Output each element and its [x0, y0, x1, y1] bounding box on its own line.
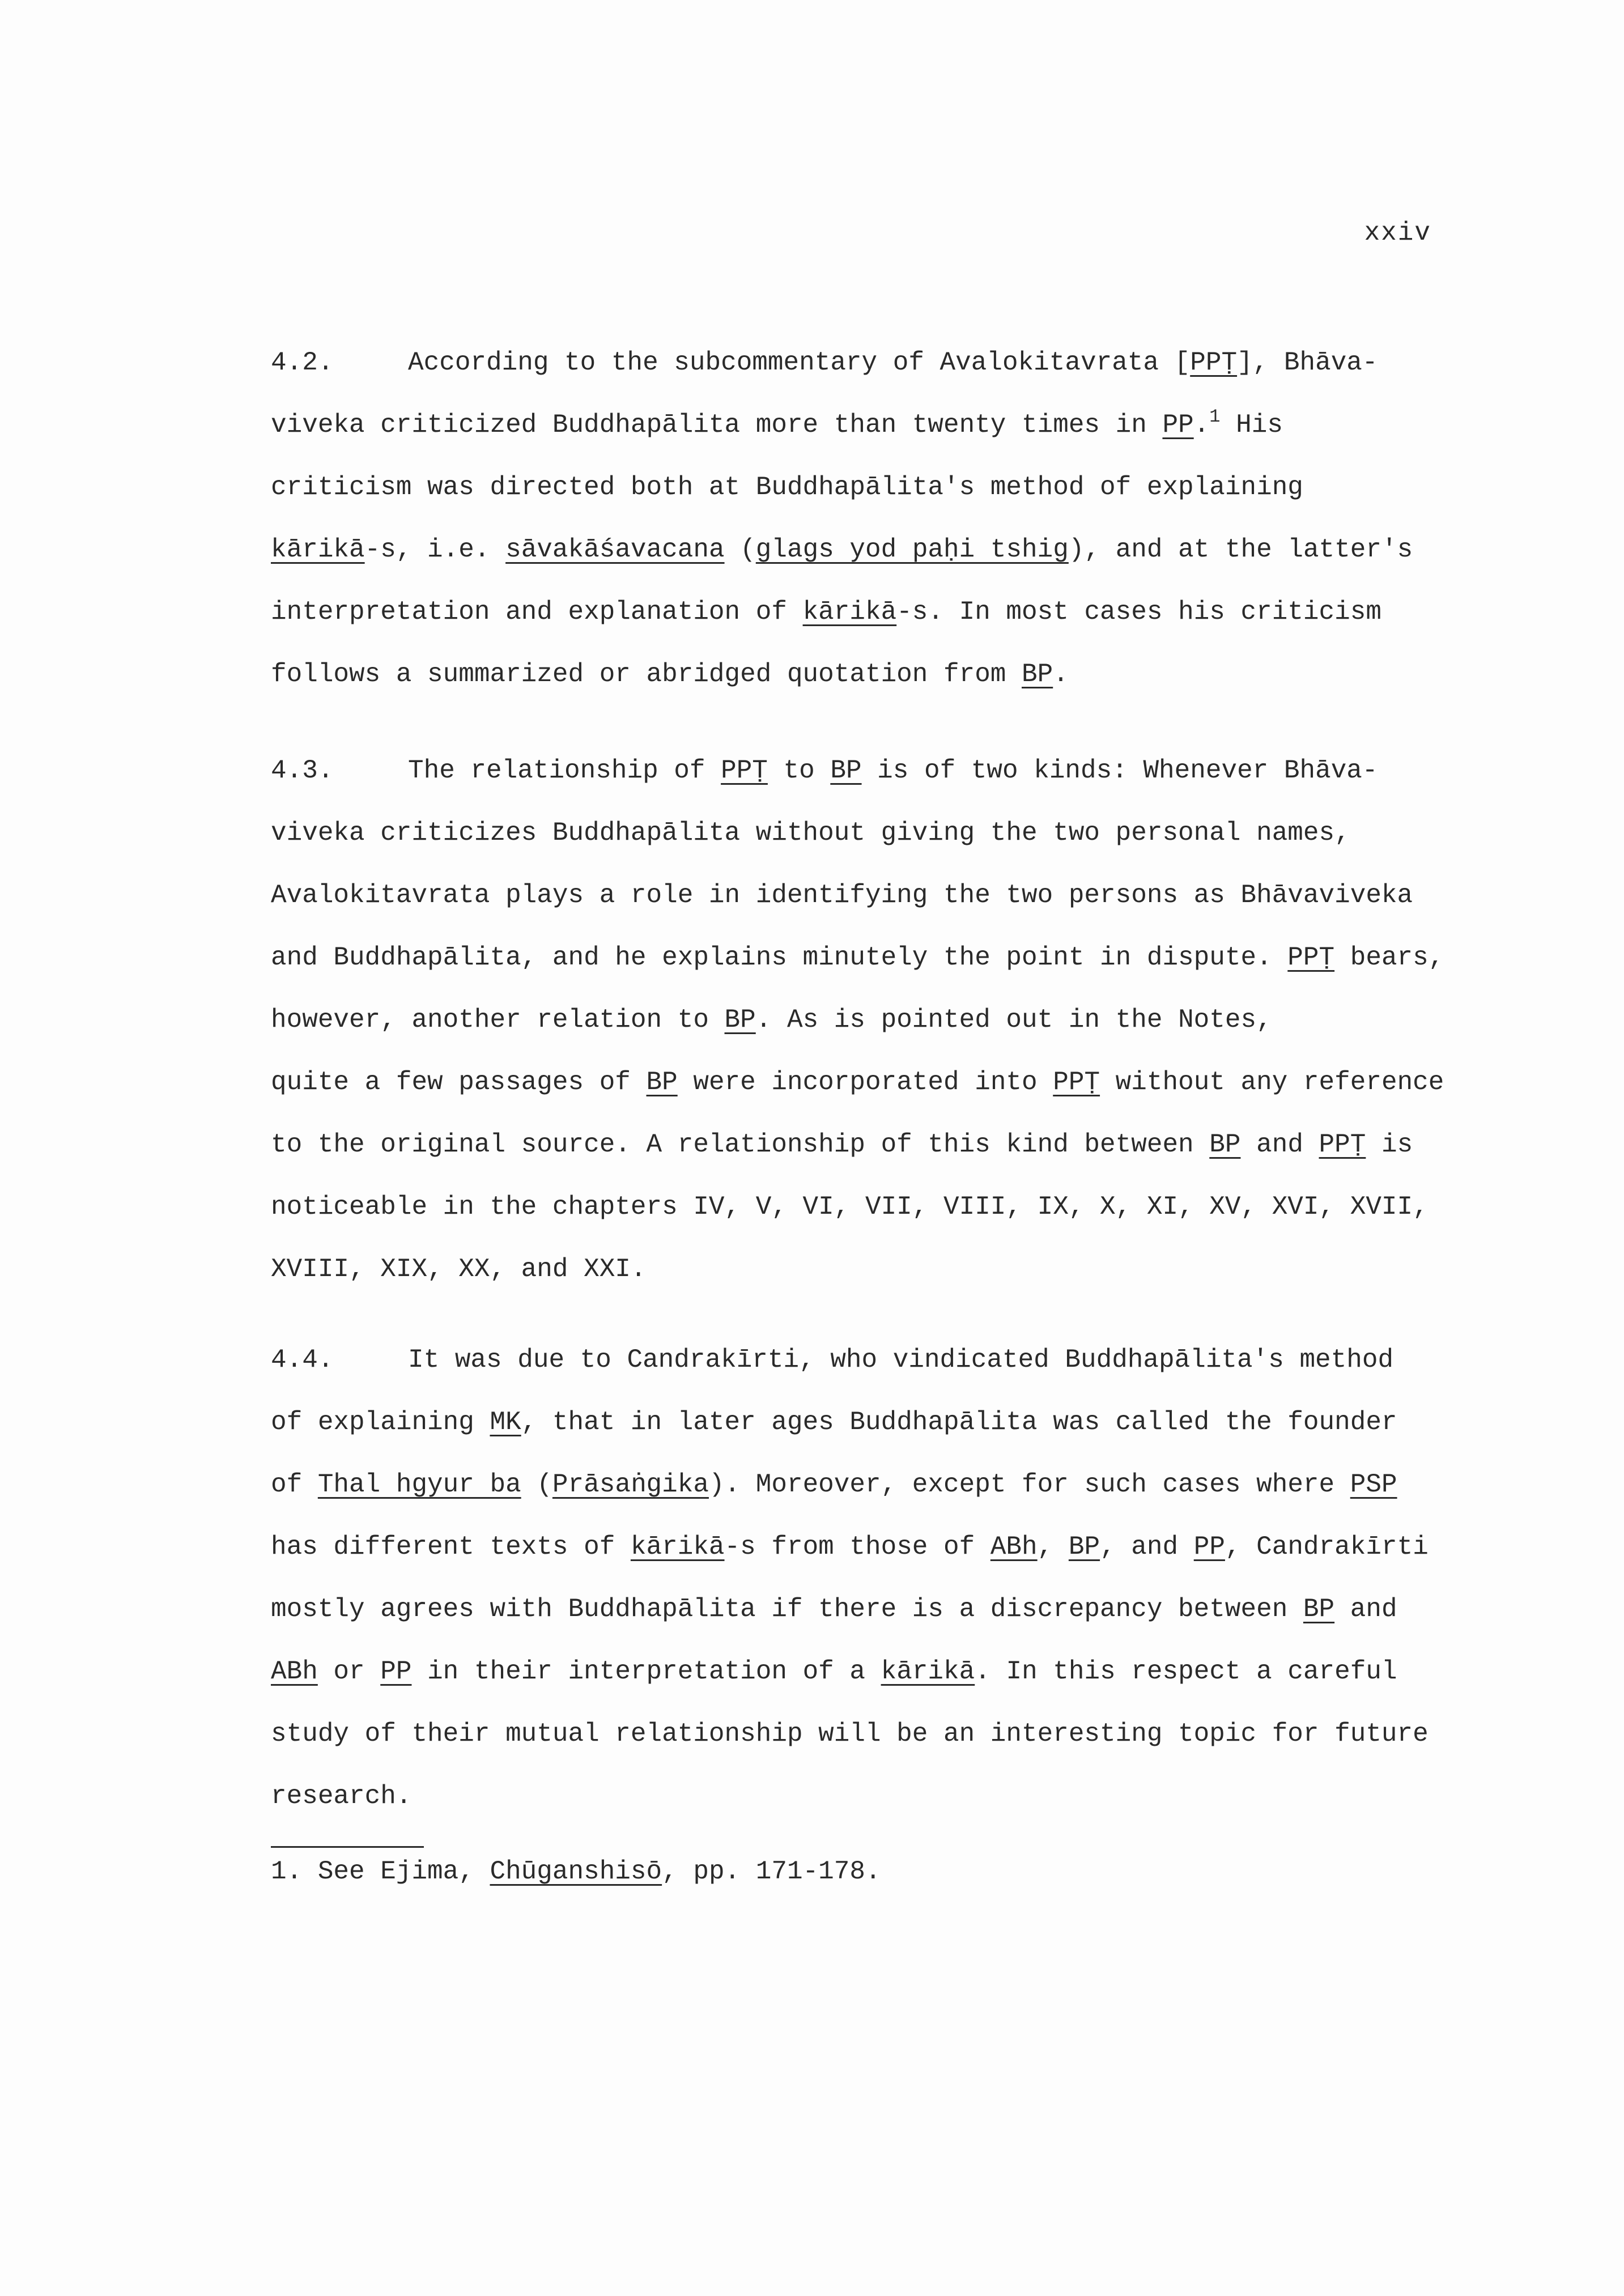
text-line: XVIII, XIX, XX, and XXI. [271, 1255, 647, 1284]
page-number: xxiv [1364, 218, 1431, 248]
text-line: 4.2. According to the subcommentary of Avalokitavrata [PPṬ], Bhāva- [271, 331, 1438, 394]
text-line: 4.4. It was due to Candrakīrti, who vindicated Buddhapālita's method [271, 1329, 1438, 1391]
text-line: Avalokitavrata plays a role in identifying the two persons as Bhāvaviveka [271, 881, 1413, 910]
section-number: 4.4. [271, 1345, 334, 1375]
text-line: however, another relation to BP. As is pointed out in the Notes, [271, 1005, 1272, 1035]
text-line: mostly agrees with Buddhapālita if there is a discrepancy between BP and [271, 1595, 1397, 1624]
text-line: quite a few passages of BP were incorporated into PPṬ without any reference [271, 1068, 1444, 1097]
text-line: and Buddhapālita, and he explains minutely the point in dispute. PPṬ bears, [271, 943, 1444, 972]
section-number: 4.3. [271, 756, 334, 785]
footnote-divider [271, 1846, 424, 1848]
footnote-marker: 1 [1209, 406, 1221, 427]
text-line: of Thal hgyur ba (Prāsaṅgika). Moreover, except for such cases where PSP [271, 1470, 1397, 1499]
paragraph-4-3 [271, 739, 1444, 1300]
text-line: viveka criticizes Buddhapālita without giving the two personal names, [271, 818, 1350, 848]
text-line: 4.3. The relationship of PPṬ to BP is of two kinds: Whenever Bhāva- [271, 739, 1438, 802]
text-line: ABh or PP in their interpretation of a kārikā. In this respect a careful [271, 1657, 1397, 1686]
text-line: study of their mutual relationship will be an interesting topic for future [271, 1719, 1429, 1749]
text-line: follows a summarized or abridged quotation from BP. [271, 660, 1069, 689]
text-line: research. [271, 1781, 412, 1811]
text-line: to the original source. A relationship of this kind between BP and PPṬ is [271, 1130, 1413, 1159]
text-line: of explaining MK, that in later ages Buddhapālita was called the founder [271, 1408, 1397, 1437]
paragraph-4-2 [271, 331, 1438, 705]
text-line: kārikā-s, i.e. sāvakāśavacana (glags yod paḥi tshig), and at the latter's [271, 535, 1413, 564]
footnote: 1. See Ejima, Chūganshisō, pp. 171-178. [271, 1857, 881, 1886]
text-line: criticism was directed both at Buddhapālita's method of explaining [271, 473, 1303, 502]
text-line: viveka criticized Buddhapālita more than twenty times in PP.$^1$ His [271, 406, 1283, 440]
text-line: has different texts of kārikā-s from those of ABh, BP, and PP, Candrakīrti [271, 1532, 1429, 1562]
section-number: 4.2. [271, 348, 334, 377]
paragraph-4-4 [271, 1329, 1438, 1827]
text-line: interpretation and explanation of kārikā-s. In most cases his criticism [271, 597, 1381, 627]
text-line: noticeable in the chapters IV, V, VI, VII, VIII, IX, X, XI, XV, XVI, XVII, [271, 1192, 1429, 1222]
